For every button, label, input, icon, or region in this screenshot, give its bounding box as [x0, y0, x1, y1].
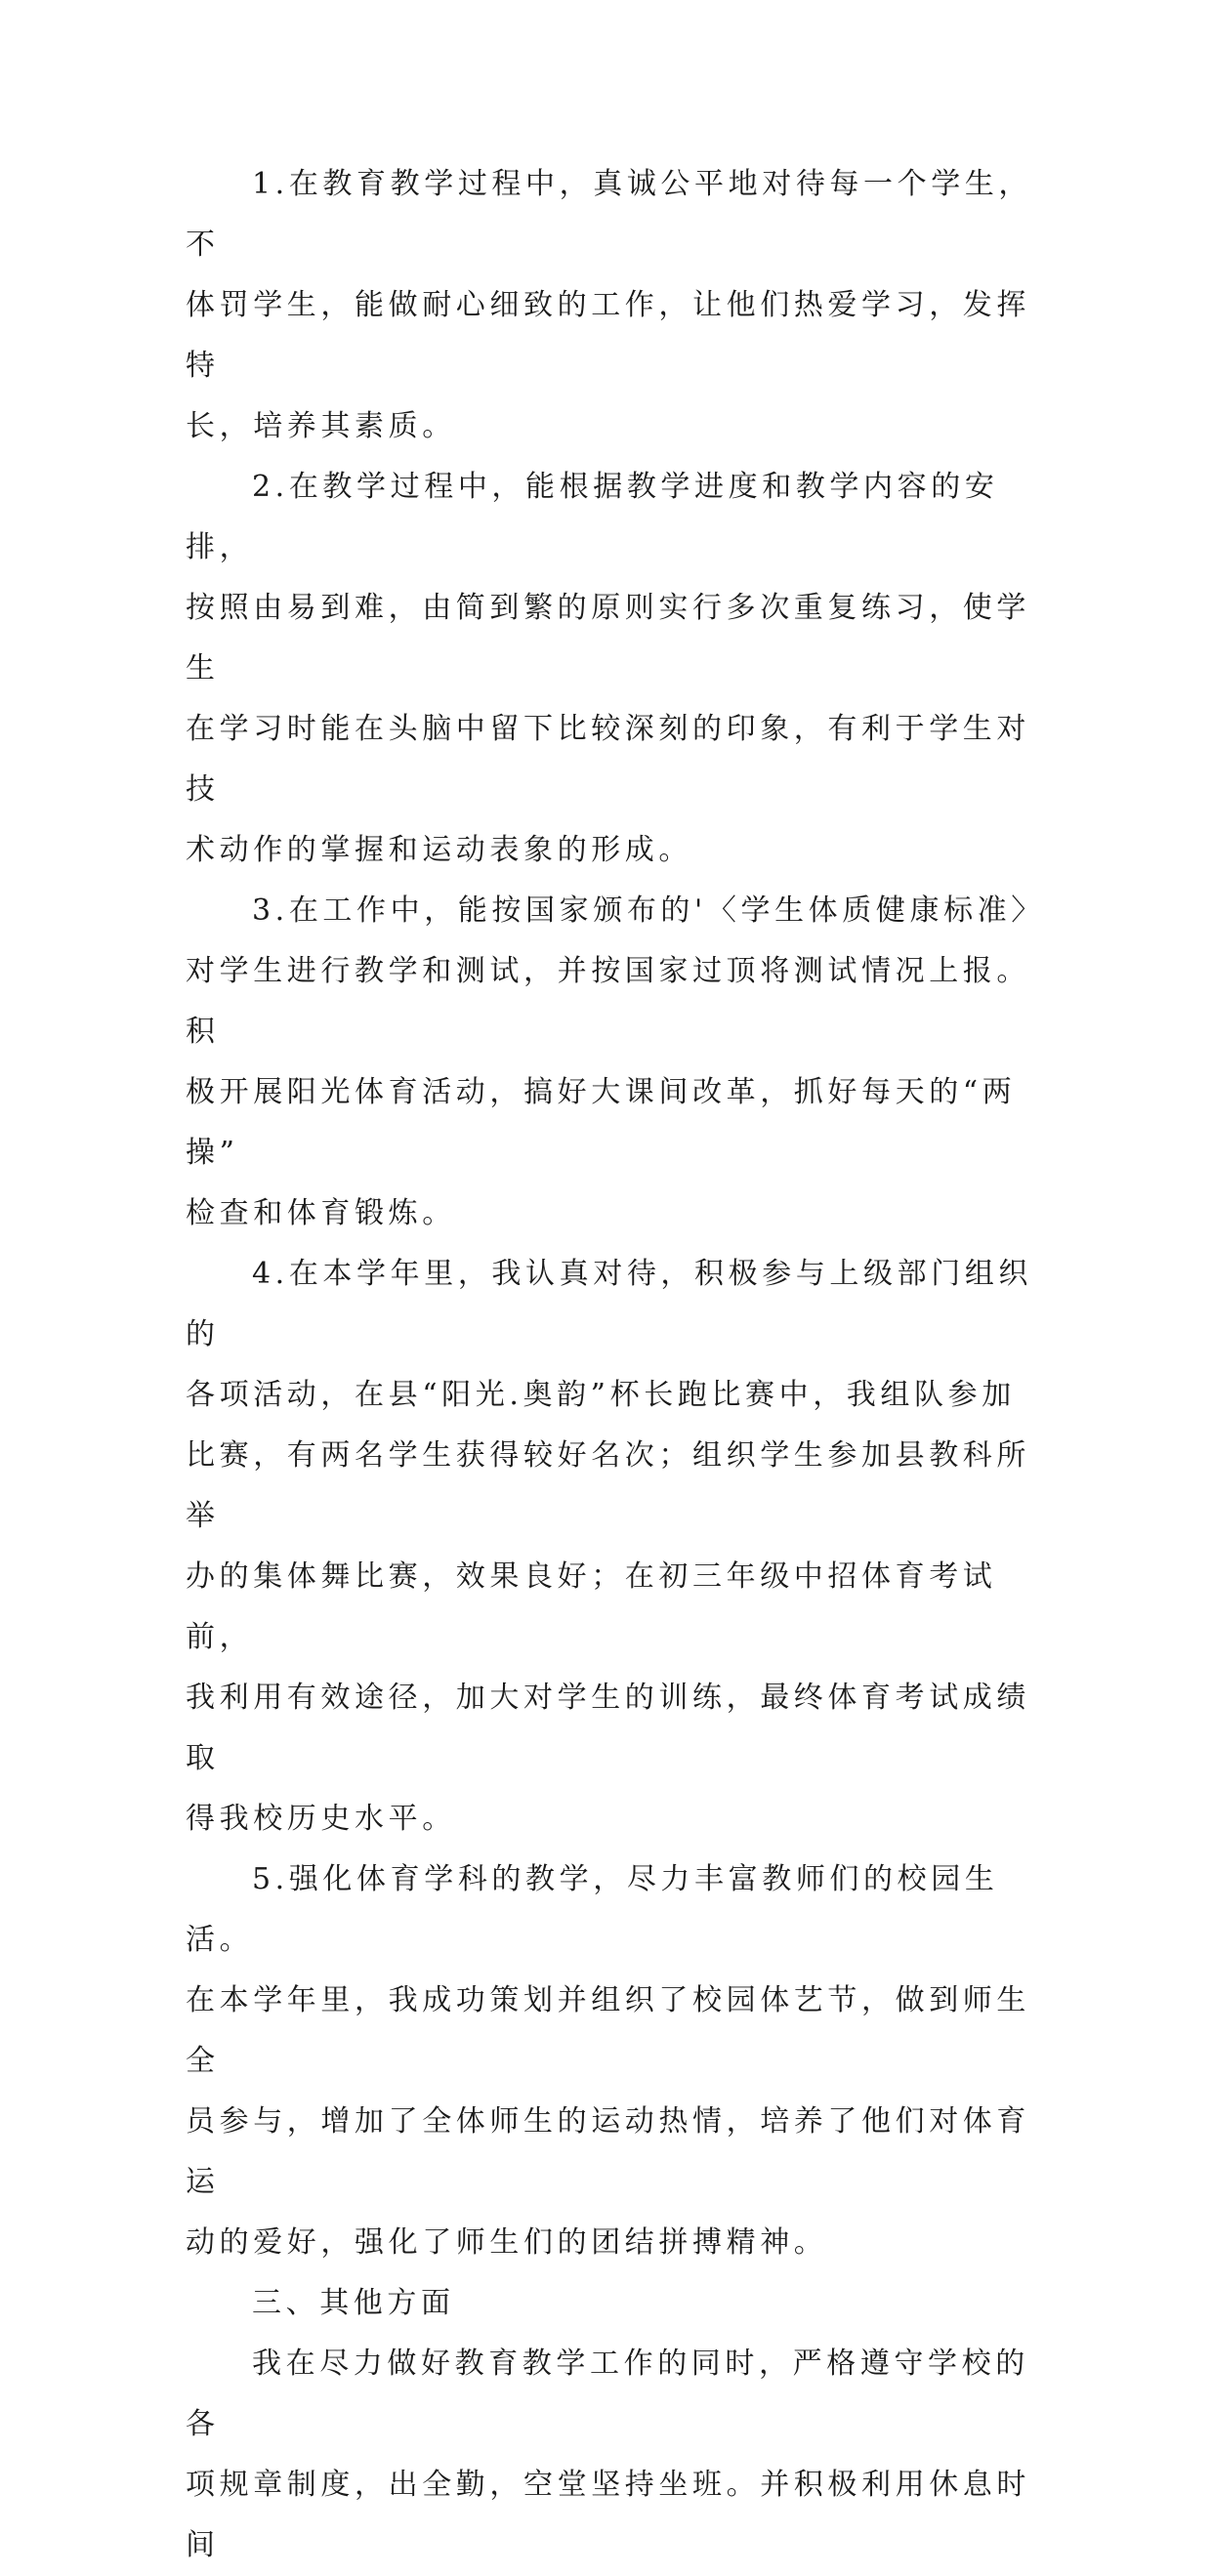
- section-heading-other: 三、其他方面: [252, 2286, 455, 2320]
- document-body: [186, 154, 1045, 2576]
- paragraph-item-3: 3.在工作中，能按国家颁布的'〈学生体质健康标准〉 对学生进行教学和测试，并按国家过顶将测试情况上报。积 极开展阳光体育活动，搞好大课间改革，抓好每天的“两操” 检查和体育锻炼。: [186, 893, 1045, 1230]
- paragraph-other-aspects: 我在尽力做好教育教学工作的同时，严格遵守学校的各 项规章制度，出全勤，空堂坚持坐班。并积极利用休息时间: [186, 2347, 1030, 2562]
- paragraph-item-2: 2.在教学过程中，能根据教学进度和教学内容的安排， 按照由易到难，由简到繁的原则实行多次重复练习，使学生 在学习时能在头脑中留下比较深刻的印象，有利于学生对技 术动作的掌握和运动表象的形成。: [186, 470, 1030, 867]
- paragraph-item-4: 4.在本学年里，我认真对待，积极参与上级部门组织的 各项活动，在县“阳光.奥韵”杯长跑比赛中，我组队参加 比赛，有两名学生获得较好名次；组织学生参加县教科所举 办的集体舞比赛，效果良好；在初三年级中招体育考试前， 我利用有效途径，加大对学生的训练，最终体育考试成绩取 得我校历史水平。: [186, 1257, 1033, 1836]
- paragraph-item-1: 1.在教育教学过程中，真诚公平地对待每一个学生，不 体罚学生，能做耐心细致的工作，让他们热爱学习，发挥特 长，培养其素质。: [186, 167, 1033, 443]
- paragraph-item-5: 5.强化体育学科的教学，尽力丰富教师们的校园生活。 在本学年里，我成功策划并组织了校园体艺节，做到师生全 员参与，增加了全体师生的运动热情，培养了他们对体育运 动的爱好，强化了师生们的团结拼搏精神。: [186, 1862, 1030, 2260]
